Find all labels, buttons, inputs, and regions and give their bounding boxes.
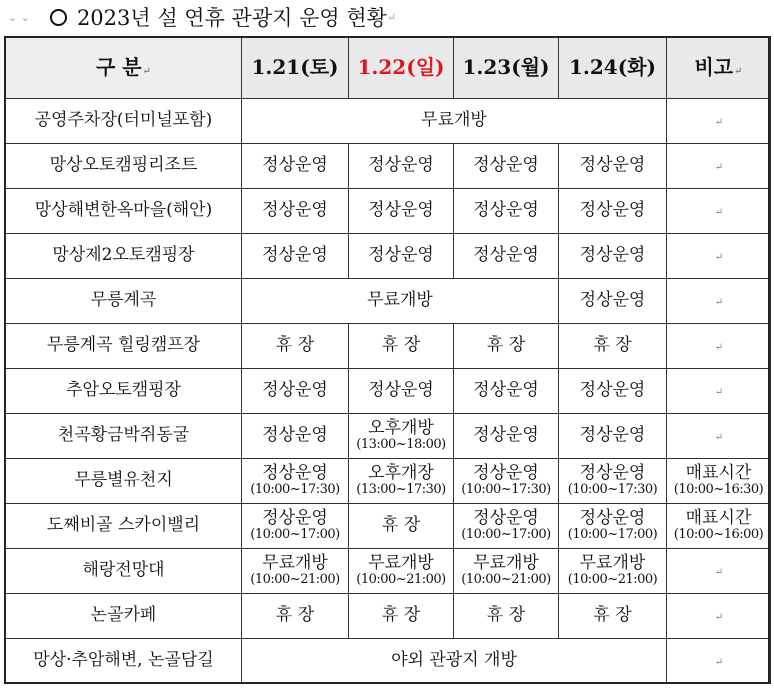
status-cell (454, 594, 559, 639)
status-cell (559, 369, 667, 414)
status-cell (242, 234, 349, 279)
cell-text: 정상운영 (262, 245, 328, 266)
note-cell (667, 639, 771, 684)
cell-text: 야외 관광지 개방 (391, 650, 517, 671)
cell-time-range: (13:00~18:00) (356, 437, 446, 453)
status-cell (349, 189, 454, 234)
status-cell (242, 459, 349, 504)
cell-text: 정상운영 (262, 508, 328, 529)
note-cell (667, 504, 771, 549)
row-name: 망상오토캠핑리조트 (6, 144, 242, 189)
cell-text: 정상운영 (368, 380, 434, 401)
merged-status-cell (242, 279, 559, 324)
status-cell (242, 504, 349, 549)
status-cell (559, 414, 667, 459)
paragraph-mark: ↵ (714, 387, 724, 399)
table-row (6, 459, 771, 504)
merged-status-cell (242, 99, 667, 144)
status-cell (349, 549, 454, 594)
cell-text: 휴 장 (381, 515, 421, 536)
cell-time-range: (10:00~21:00) (356, 572, 446, 588)
cell-text: 정상운영 (368, 155, 434, 176)
status-cell (454, 234, 559, 279)
table-row (6, 414, 771, 459)
cell-text: 정상운영 (262, 380, 328, 401)
cell-time-range: (10:00~21:00) (567, 572, 658, 588)
status-cell (454, 324, 559, 369)
cell-time-range: (10:00~17:00) (461, 527, 551, 543)
row-name: 망상해변한옥마을(해안) (6, 189, 242, 234)
cell-text: 정상운영 (262, 200, 328, 221)
note-cell (667, 279, 771, 324)
status-cell (349, 414, 454, 459)
row-name: 무릉계곡 (6, 279, 242, 324)
status-cell (559, 144, 667, 189)
cell-text: 정상운영 (579, 200, 646, 221)
cell-text: 매표시간 (685, 508, 752, 529)
status-cell (454, 414, 559, 459)
cell-text: 휴 장 (593, 335, 632, 356)
table-body (6, 99, 771, 684)
row-name: 공영주차장(터미널포함) (6, 99, 242, 144)
table-row (6, 549, 771, 594)
status-cell (242, 369, 349, 414)
status-cell (349, 144, 454, 189)
cell-text: 정상운영 (579, 425, 646, 446)
table-row (6, 504, 771, 549)
cell-text: 휴 장 (275, 335, 315, 356)
note-cell (667, 324, 771, 369)
table-row (6, 594, 771, 639)
row-name: 논골카페 (6, 594, 242, 639)
table-row (6, 99, 771, 144)
status-cell (242, 189, 349, 234)
status-cell (242, 594, 349, 639)
row-name: 망상·추암해변, 논골담길 (6, 639, 242, 684)
cell-text: 무료개방 (473, 553, 539, 574)
table-row (6, 279, 771, 324)
status-cell (454, 144, 559, 189)
paragraph-mark: ↵ (714, 657, 724, 669)
status-cell (242, 549, 349, 594)
cell-text: 오후개방 (368, 418, 434, 439)
status-cell (559, 324, 667, 369)
cell-text: 정상운영 (473, 425, 539, 446)
status-cell (454, 459, 559, 504)
table-row (6, 234, 771, 279)
paragraph-mark: ↵ (714, 207, 724, 219)
header-category: 구 분↵ (6, 37, 242, 99)
table-row (6, 189, 771, 234)
paragraph-mark: ↵ (714, 567, 724, 579)
status-cell (349, 234, 454, 279)
cell-text: 정상운영 (579, 380, 646, 401)
operation-status-table (5, 36, 771, 684)
cell-text: 휴 장 (381, 605, 421, 626)
cell-text: 무료개방 (367, 290, 433, 311)
status-cell (559, 234, 667, 279)
row-name: 무릉별유천지 (6, 459, 242, 504)
cell-text: 휴 장 (275, 605, 315, 626)
cell-text: 무료개방 (262, 553, 328, 574)
note-cell (667, 549, 771, 594)
row-name: 천곡황금박쥐동굴 (6, 414, 242, 459)
table-row (6, 324, 771, 369)
cell-text: 정상운영 (262, 425, 328, 446)
document-title: 2023년 설 연휴 관광지 운영 현황 (76, 6, 387, 30)
note-cell (667, 459, 771, 504)
row-name: 도째비골 스카이밸리 (6, 504, 242, 549)
paragraph-mark: ↵ (714, 297, 724, 309)
note-cell (667, 144, 771, 189)
note-cell (667, 189, 771, 234)
table-row (6, 639, 771, 684)
paragraph-mark: ↵ (386, 10, 397, 24)
cell-time-range: (10:00~17:30) (567, 482, 658, 498)
status-cell (454, 189, 559, 234)
paragraph-mark: ↵ (714, 342, 724, 354)
header-date-2: 1.22(일) (349, 37, 454, 99)
edit-mark: ⌄ ⌄ (8, 10, 30, 24)
status-cell (242, 324, 349, 369)
status-cell (559, 549, 667, 594)
header-date-3: 1.23(월) (454, 37, 559, 99)
paragraph-mark: ↵ (714, 117, 724, 129)
cell-text: 정상운영 (368, 200, 434, 221)
cell-text: 정상운영 (579, 290, 646, 311)
cell-text: 정상운영 (473, 155, 539, 176)
status-cell (559, 279, 667, 324)
circle-bullet-icon (50, 9, 67, 26)
cell-text: 휴 장 (486, 335, 526, 356)
status-cell (559, 189, 667, 234)
status-cell (349, 324, 454, 369)
cell-text: 휴 장 (486, 605, 526, 626)
note-cell (667, 414, 771, 459)
merged-status-cell (242, 639, 667, 684)
header-row (6, 37, 771, 99)
cell-time-range: (10:00~16:00) (673, 527, 764, 543)
cell-time-range: (10:00~17:30) (250, 482, 340, 498)
cell-text: 무료개방 (579, 553, 646, 574)
status-cell (559, 459, 667, 504)
cell-text: 정상운영 (579, 245, 646, 266)
paragraph-mark: ↵ (714, 252, 724, 264)
cell-time-range: (10:00~21:00) (250, 572, 340, 588)
status-cell (242, 414, 349, 459)
cell-text: 정상운영 (473, 245, 539, 266)
row-name: 망상제2오토캠핑장 (6, 234, 242, 279)
cell-time-range: (13:00~17:30) (356, 482, 446, 498)
cell-text: 정상운영 (473, 508, 539, 529)
note-cell (667, 234, 771, 279)
row-name: 추암오토캠핑장 (6, 369, 242, 414)
cell-time-range: (10:00~17:00) (567, 527, 658, 543)
status-cell (349, 369, 454, 414)
cell-text: 무료개방 (421, 110, 487, 131)
cell-text: 정상운영 (262, 155, 328, 176)
status-cell (349, 459, 454, 504)
table-row (6, 144, 771, 189)
cell-time-range: (10:00~21:00) (461, 572, 551, 588)
status-cell (242, 144, 349, 189)
paragraph-mark: ↵ (714, 162, 724, 174)
cell-text: 정상운영 (262, 463, 328, 484)
row-name: 해랑전망대 (6, 549, 242, 594)
cell-text: 휴 장 (593, 605, 632, 626)
status-cell (454, 504, 559, 549)
cell-text: 정상운영 (579, 508, 646, 529)
note-cell (667, 369, 771, 414)
status-cell (349, 504, 454, 549)
cell-text: 정상운영 (579, 463, 646, 484)
header-date-4: 1.24(화) (559, 37, 667, 99)
cell-text: 정상운영 (473, 200, 539, 221)
paragraph-mark: ↵ (714, 612, 724, 624)
cell-text: 정상운영 (579, 155, 646, 176)
note-cell (667, 99, 771, 144)
paragraph-mark: ↵ (714, 432, 724, 444)
cell-time-range: (10:00~16:30) (673, 482, 764, 498)
cell-text: 매표시간 (685, 463, 752, 484)
header-note: 비고↵ (667, 37, 771, 99)
cell-text: 오후개장 (368, 463, 434, 484)
header-date-1: 1.21(토) (242, 37, 349, 99)
cell-text: 정상운영 (368, 245, 434, 266)
cell-text: 휴 장 (381, 335, 421, 356)
cell-time-range: (10:00~17:00) (250, 527, 340, 543)
status-cell (559, 594, 667, 639)
status-cell (454, 369, 559, 414)
table-row (6, 369, 771, 414)
cell-text: 무료개방 (368, 553, 434, 574)
cell-text: 정상운영 (473, 463, 539, 484)
document-title-row (8, 2, 396, 32)
status-cell (349, 594, 454, 639)
status-cell (454, 549, 559, 594)
note-cell (667, 594, 771, 639)
status-cell (559, 504, 667, 549)
cell-text: 정상운영 (473, 380, 539, 401)
row-name: 무릉계곡 힐링캠프장 (6, 324, 242, 369)
cell-time-range: (10:00~17:30) (461, 482, 551, 498)
